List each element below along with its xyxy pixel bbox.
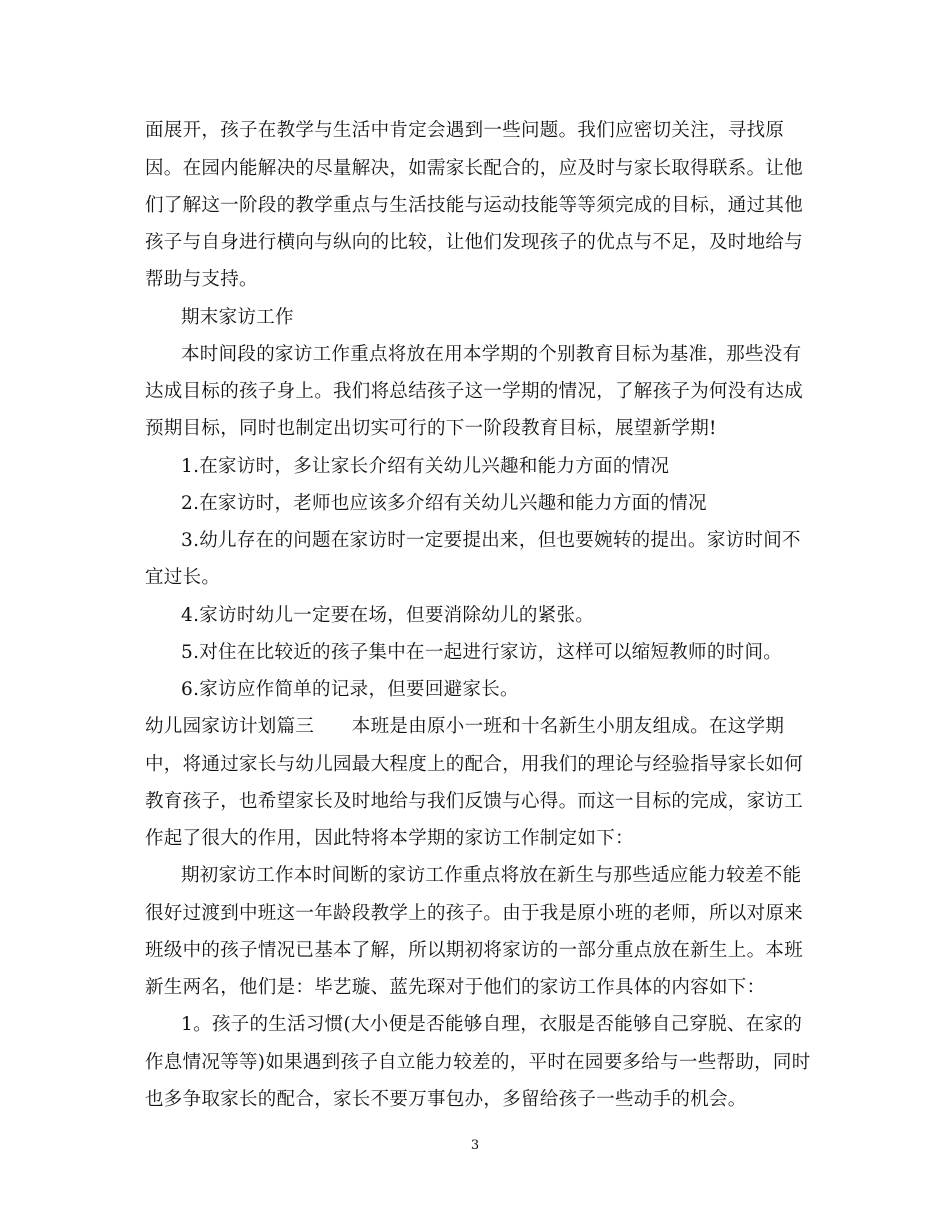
list-item: 1.在家访时，多让家长介绍有关幼儿兴趣和能力方面的情况	[181, 456, 670, 477]
paragraph-line: 预期目标，同时也制定出切实可行的下一阶段教育目标，展望新学期!	[145, 418, 717, 439]
list-item: 4.家访时幼儿一定要在场，但要消除幼儿的紧张。	[181, 605, 595, 626]
list-item: 2.在家访时，老师也应该多介绍有关幼儿兴趣和能力方面的情况	[181, 493, 707, 514]
list-item: 6.家访应作简单的记录，但要回避家长。	[181, 679, 519, 700]
list-item: 1。孩子的生活习惯(大小便是否能够自理，衣服是否能够自己穿脱、在家的	[181, 1014, 803, 1035]
paragraph-line: 孩子与自身进行横向与纵向的比较，让他们发现孩子的优点与不足，及时地给与	[145, 232, 804, 253]
page-number: 3	[470, 1138, 480, 1153]
paragraph-line: 教育孩子，也希望家长及时地给与我们反馈与心得。而这一目标的完成，家访工	[145, 791, 804, 812]
paragraph-line: 很好过渡到中班这一年龄段教学上的孩子。由于我是原小班的老师，所以对原来	[145, 903, 804, 924]
paragraph-line: 期初家访工作本时间断的家访工作重点将放在新生与那些适应能力较差不能	[181, 865, 802, 886]
list-item: 5.对住在比较近的孩子集中在一起进行家访，这样可以缩短教师的时间。	[181, 642, 783, 663]
paragraph-line: 们了解这一阶段的教学重点与生活技能与运动技能等等须完成的目标，通过其他	[145, 195, 804, 216]
paragraph-line: 作息情况等等)如果遇到孩子自立能力较差的，平时在园要多给与一些帮助，同时	[145, 1052, 811, 1073]
paragraph-line: 作起了很大的作用，因此特将本学期的家访工作制定如下：	[145, 828, 634, 849]
paragraph-line: 新生两名，他们是：毕艺璇、蓝先琛对于他们的家访工作具体的内容如下：	[145, 977, 766, 998]
paragraph-line: 因。在园内能解决的尽量解决，如需家长配合的，应及时与家长取得联系。让他	[145, 158, 804, 179]
paragraph-line: 达成目标的孩子身上。我们将总结孩子这一学期的情况，了解孩子为何没有达成	[145, 381, 804, 402]
list-item-continuation: 宜过长。	[145, 567, 221, 588]
section-heading: 期末家访工作	[181, 307, 294, 328]
paragraph-line: 本时间段的家访工作重点将放在用本学期的个别教育目标为基准，那些没有	[181, 344, 802, 365]
paragraph-line: 面展开，孩子在教学与生活中肯定会遇到一些问题。我们应密切关注，寻找原	[145, 120, 785, 141]
paragraph-line: 也多争取家长的配合，家长不要万事包办，多留给孩子一些动手的机会。	[145, 1089, 747, 1110]
paragraph-line: 班级中的孩子情况已基本了解，所以期初将家访的一部分重点放在新生上。本班	[145, 940, 804, 961]
section-title-line: 幼儿园家访计划篇三 本班是由原小一班和十名新生小朋友组成。在这学期	[145, 716, 785, 737]
paragraph-line: 中，将通过家长与幼儿园最大程度上的配合，用我们的理论与经验指导家长如何	[145, 754, 804, 775]
list-item: 3.幼儿存在的问题在家访时一定要提出来，但也要婉转的提出。家访时间不	[181, 530, 801, 551]
paragraph-line: 帮助与支持。	[145, 269, 258, 290]
